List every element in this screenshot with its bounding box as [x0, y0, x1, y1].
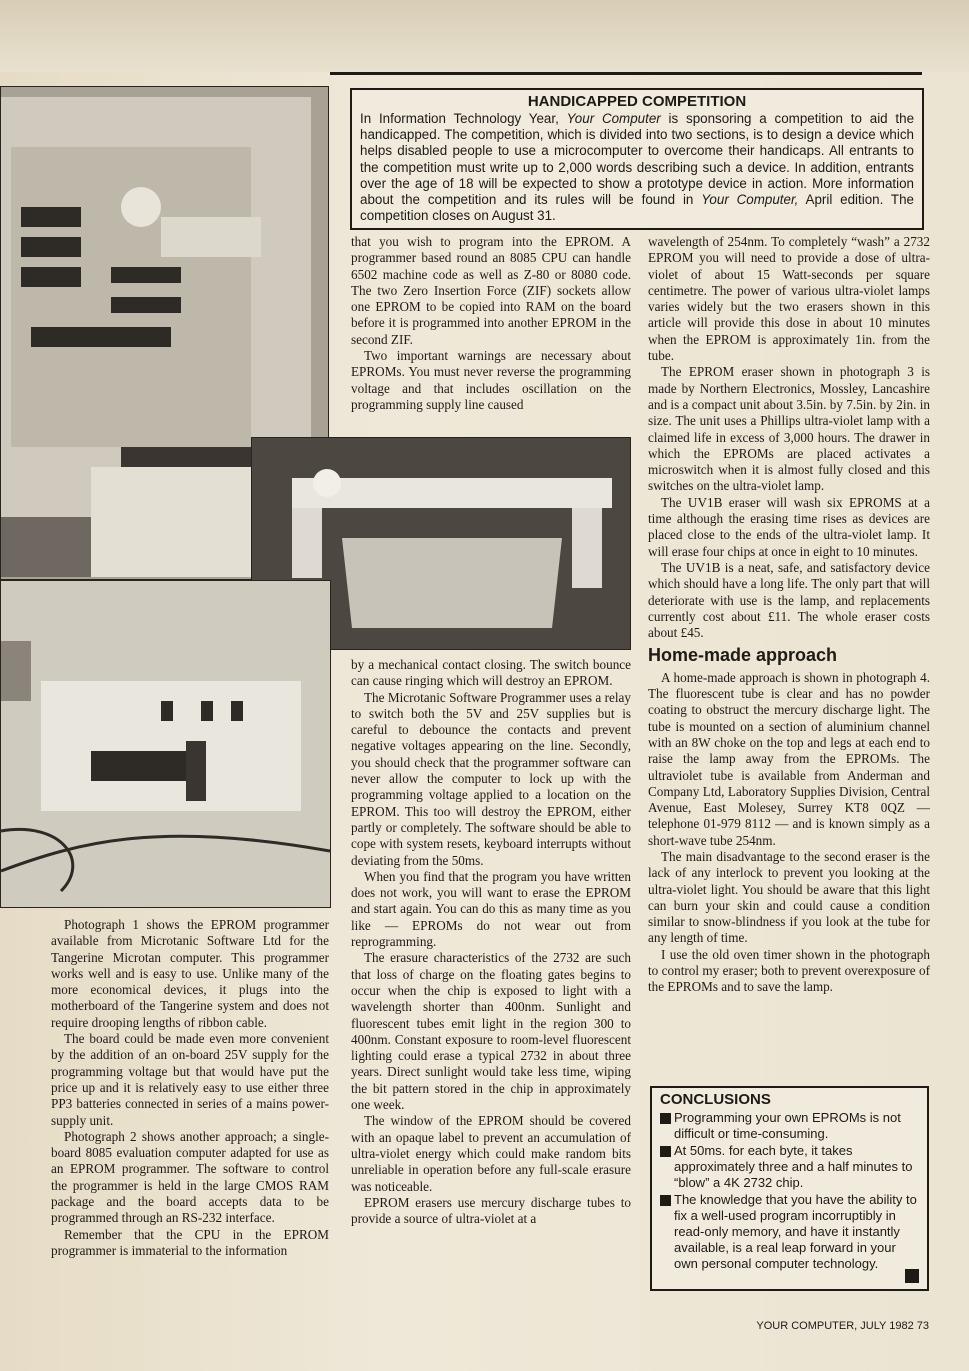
conclusion-item — [660, 1143, 919, 1191]
conclusion-item — [660, 1110, 919, 1142]
conclusions-title: CONCLUSIONS — [660, 1091, 771, 1108]
page-footer: YOUR COMPUTER, JULY 1982 73 — [756, 1320, 929, 1332]
column-2-top — [351, 234, 631, 413]
conclusion-text: The knowledge that you have the ability to fix a well-used program incorruptibly in read-only memory, and have it instantly available, is a real leap forward in your own personal computer technology. — [674, 1192, 917, 1271]
col1-para: Photograph 2 shows another approach; a single-board 8085 evaluation computer adapted for use as an EPROM programmer. The software to control the programmer is held in the large CMOS RAM package and the board accepts data to be programmed through an RS-232 interface. — [51, 1128, 329, 1226]
col3-para: The EPROM eraser shown in photograph 3 is made by Northern Electronics, Mossley, Lancashire and is a compact unit about 3.5in. by 7.5in. by 2in. in size. The unit uses a Phillips ultra-violet lamp with a claimed life in excess of 3,000 hours. The drawer in which the EPROMs are placed activates a microswitch when it is almost fully closed and this switches on the ultra-violet lamp. — [648, 364, 930, 494]
column-3 — [648, 234, 930, 996]
conclusion-text: At 50ms. for each byte, it takes approximately three and a half minutes to “blow” a 4K 2732 chip. — [674, 1143, 913, 1190]
col2-para: When you find that the program you have written does not work, you will want to erase the EPROM and start again. You can do this as many time as you like — EPROMs do not wear out from reprogramming. — [351, 868, 631, 950]
col1-para: The board could be made even more convenient by the addition of an on-board 25V supply for the programming voltage but that would have put the price up and it is relatively easy to use either three PP3 batteries connected in series of a mains power-supply unit. — [51, 1031, 329, 1128]
col1-para: Remember that the CPU in the EPROM programmer is immaterial to the information — [51, 1226, 329, 1258]
col1-para: Photograph 1 shows the EPROM programmer available from Microtanic Software Ltd for the Tangerine Microtan computer. This programmer works well and is easy to use. Unlike many of the more economical devices, it plugs into the motherboard of the Tangerine system and does not require drooping lengths of ribbon cable. — [51, 917, 329, 1030]
competition-text-2: is sponsoring a competition to aid the handicapped. The competition, which is divided into two sections, is to design a device which helps disabled people to use a microcomputer to overcome their handicaps. All entrants to the competition must write up to 2,000 words describing such a device. In addition, entrants over the age of 18 will be expected to show a prototype device in action. More information about the competition and its rules will be found in — [360, 111, 915, 208]
competition-text — [360, 111, 914, 224]
competition-box — [350, 88, 924, 230]
col3-para: I use the old oven timer shown in the photograph to control my eraser; both to prevent overexposure of the EPROMs and to save the lamp. — [648, 946, 930, 995]
competition-text-3: April edition. The competition closes on August 31. — [360, 192, 914, 224]
conclusions-list — [660, 1110, 919, 1272]
heading-home-made-approach: Home-made approach — [648, 645, 838, 666]
competition-text-1: In Information Technology Year, — [360, 111, 567, 126]
column-1 — [51, 917, 329, 1259]
col2-para: The window of the EPROM should be covered with an opaque label to prevent an accumulation of ultra-violet energy which could make random bits unreliable in operation before any full-scale erasure was noticeable. — [351, 1113, 631, 1194]
end-mark-icon — [905, 1269, 919, 1283]
col3-para: A home-made approach is shown in photograph 4. The fluorescent tube is clear and has no powder coating to obstruct the mercury discharge light. The tube is mounted on a section of aluminium channel with an 8W choke on the top and legs at each end to raise the lamp away from the EPROMs. The ultraviolet tube is available from Anderman and Company Ltd, Laboratory Supplies Division, Central Avenue, East Molesey, Surrey KT8 0QZ — telephone 01-979 8112 — and is known simply as a short-wave tube 254nm. — [648, 669, 930, 848]
bullet-square-icon — [660, 1113, 671, 1124]
conclusions-box — [650, 1086, 929, 1291]
bullet-square-icon — [660, 1146, 671, 1157]
competition-title: HANDICAPPED COMPETITION — [527, 93, 747, 110]
competition-magazine-name: Your Computer — [566, 111, 661, 126]
top-band — [0, 0, 969, 72]
conclusion-text: Programming your own EPROMs is not difficult or time-consuming. — [674, 1110, 901, 1141]
header-rule — [330, 72, 922, 75]
col2-para: that you wish to program into the EPROM. A programmer based round an 8085 CPU can handle 6502 machine code as well as Z-80 or 8080 code. The two Zero Insertion Force (ZIF) sockets allow one EPROM to be copied into RAM on the board before it is programmed into another EPROM in the second ZIF. — [351, 234, 631, 347]
competition-magazine-ref: Your Computer, — [701, 192, 799, 208]
col3-para: The UV1B is a neat, safe, and satisfactory device which should have a long life. The only part that will deteriorate with use is the lamp, and replacements currently cost about £11. The whole eraser costs about £45. — [648, 559, 930, 641]
col2-para: The erasure characteristics of the 2732 are such that loss of charge on the floating gates begins to occur when the chip is exposed to light with a wavelength shorter than 400nm. Sunlight and fluorescent tubes emit light in the region 300 to 400nm. Constant exposure to room-level fluorescent lighting could erase a typical 2732 in about three years. Direct sunlight would take less time, wiping the bit pattern stored in the chip in approximately one week. — [351, 950, 631, 1113]
board2-illustration — [1, 581, 330, 907]
photo-8085-evaluation-board — [0, 580, 331, 908]
col2-para: by a mechanical contact closing. The switch bounce can cause ringing which will destroy an EPROM. — [351, 657, 631, 689]
column-2-bottom — [351, 657, 631, 1227]
col3-para: wavelength of 254nm. To completely “wash” a 2732 EPROM you will need to provide a dose of ultra-violet of about 15 Watt-seconds per square centimetre. The power of various ultra-violet lamps varies widely but the two erasers shown in this article will provide this dose in about 10 minutes when the EPROM is approximately 1in. from the tube. — [648, 234, 930, 364]
bullet-square-icon — [660, 1195, 671, 1206]
col3-para: The main disadvantage to the second eraser is the lack of any interlock to prevent you looking at the ultra-violet light. You should be aware that this light can burn your skin and could cause a condition similar to snow-blindness if you look at the tube for any length of time. — [648, 848, 930, 946]
conclusion-item — [660, 1192, 919, 1272]
col3-para: The UV1B eraser will wash six EPROMS at a time although the erasing time rises as devices are placed close to the ends of the ultra-violet lamp. It will erase four chips at once in eight to 10 minutes. — [648, 494, 930, 559]
col2-para: EPROM erasers use mercury discharge tubes to provide a source of ultra-violet at a — [351, 1194, 631, 1227]
col2-para: Two important warnings are necessary about EPROMs. You must never reverse the programming voltage and that includes oscillation on the programming supply line caused — [351, 348, 631, 412]
col2-para: The Microtanic Software Programmer uses a relay to switch both the 5V and 25V supplies but is careful to debounce the contacts and prevent negative voltages appearing on the line. Secondly, you should check that the programmer software can never allow the computer to lock up with the programming voltage applied to a location on the EPROM. This too will destroy the EPROM, either partly or completely. The software should be able to cope with system resets, keyboard interrupts without deviating from the 50ms. — [351, 689, 631, 868]
